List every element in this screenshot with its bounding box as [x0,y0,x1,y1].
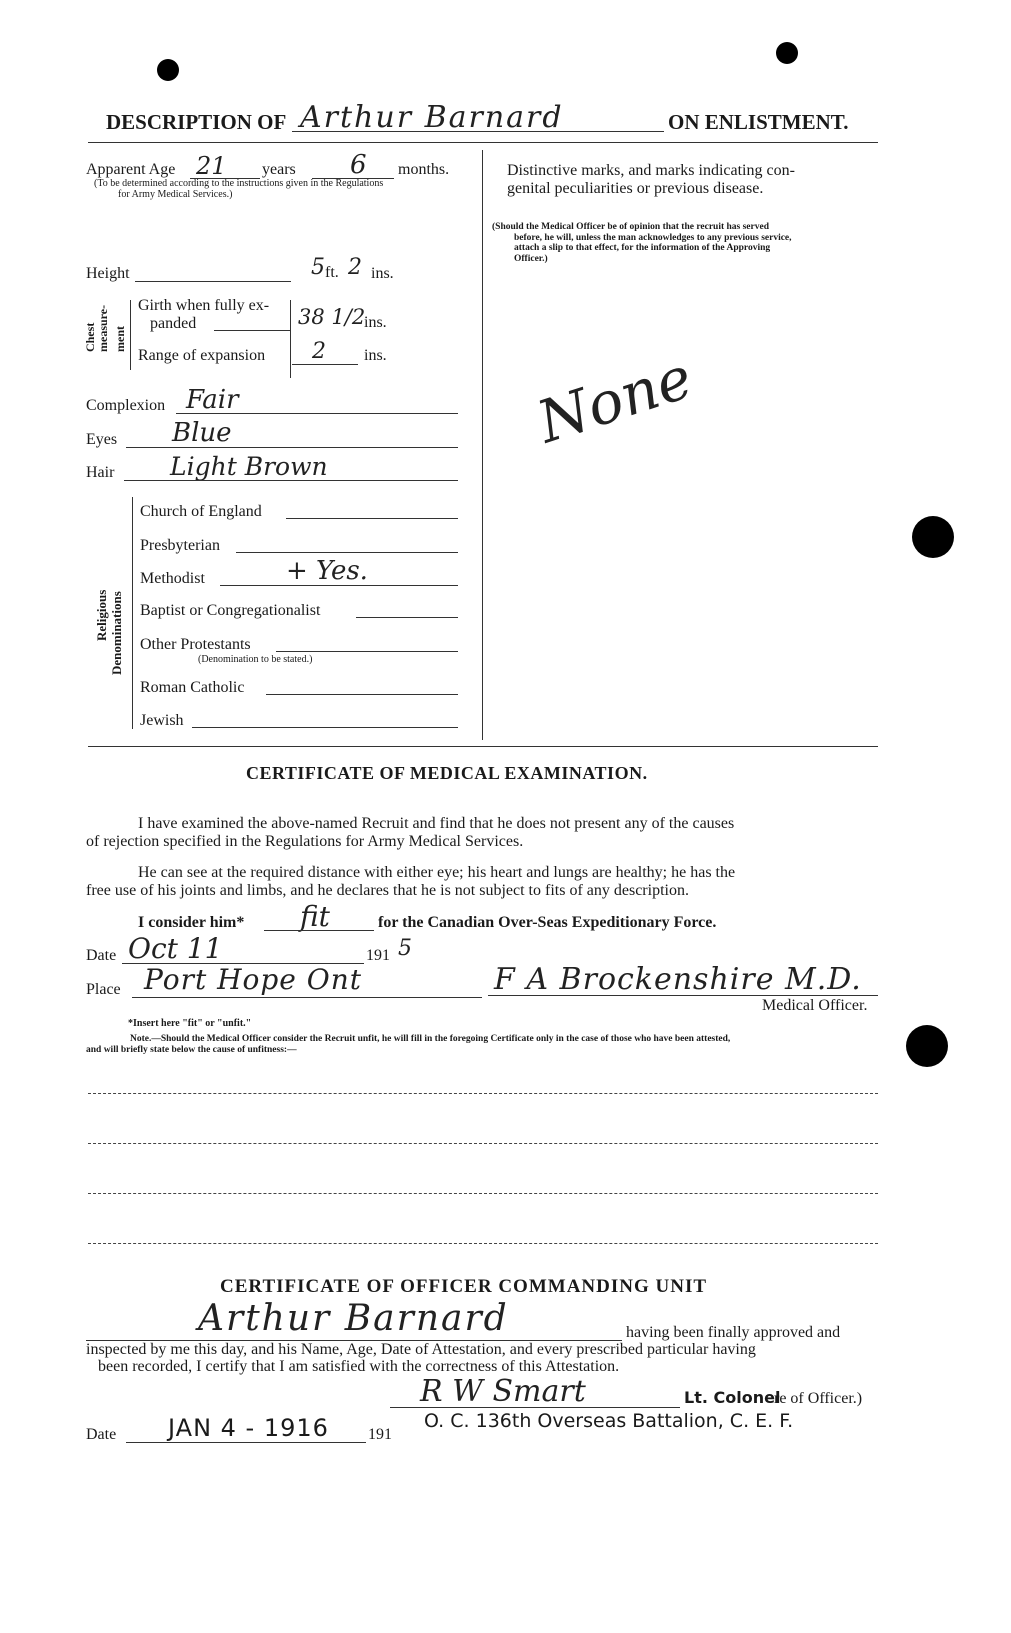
range-label: Range of expansion [138,347,266,364]
complexion-label: Complexion [86,397,166,414]
range-value: 2 [312,339,326,364]
consider-value: fit [300,900,330,933]
methodist-mark: + Yes. [286,556,368,586]
ft-label: ft. [325,264,339,281]
height-ft: 5 [311,255,325,280]
commanding-date-label: Date [86,1426,117,1443]
on-enlistment-label: ON ENLISTMENT. [668,110,849,134]
age-note: (To be determined according to the instructions given in the Regulations for Army Medical Services.) [94,178,384,200]
commanding-rank-stamp: Lt. Colonel [684,1388,781,1407]
chest-measurement-label-2: ment [113,326,127,352]
height-label: Height [86,265,130,282]
medical-officer-signature: F A Brockenshire M.D. [494,962,862,997]
religion-other-protestants: Other Protestants [140,636,251,653]
medical-year-prefix: 191 [366,947,390,964]
hair-value: Light Brown [170,452,328,481]
unfit-note: Note.—Should the Medical Officer consider the Recruit unfit, he will fill in the foregoing Certificate only in the case of those who have been attested, and will briefly state below the cause of unfitness:— [86,1034,731,1055]
medical-date-value: Oct 11 [128,932,223,965]
consider-label: I consider him* [138,914,245,931]
religion-baptist: Baptist or Congregationalist [140,602,321,619]
chest-measurement-label: Chest measure- [83,304,110,352]
consider-tail: for the Canadian Over-Seas Expeditionary Force. [378,914,717,931]
medical-year-value: 5 [398,936,412,961]
distinctive-marks-label: Distinctive marks, and marks indicating con- genital peculiarities or previous disease. [507,162,795,197]
range-ins-label: ins. [364,347,387,364]
ins-label: ins. [371,265,394,282]
religion-roman-catholic: Roman Catholic [140,679,245,696]
religion-presbyterian: Presbyterian [140,537,220,554]
commanding-unit-stamp: O. C. 136th Overseas Battalion, C. E. F. [424,1410,794,1432]
apparent-age-label: Apparent Age [86,161,176,178]
years-label: years [262,161,296,178]
unfitness-line[interactable] [88,1193,878,1194]
religion-methodist: Methodist [140,570,205,587]
commanding-para-line-2: inspected by me this day, and his Name, Age, Date of Attestation, and every prescribed particular having [86,1341,756,1358]
eyes-value: Blue [172,418,232,448]
commanding-officer-signature: R W Smart [420,1374,586,1409]
recruit-name: Arthur Barnard [300,100,564,135]
binder-hole [776,42,798,64]
medical-date-label: Date [86,947,117,964]
binder-hole [906,1025,948,1067]
medical-place-value: Port Hope Ont [144,963,363,996]
medical-paragraph-1: I have examined the above-named Recruit and find that he does not present any of the causes of rejection specified in the Regulations for Army Medical Services. [86,815,735,850]
girth-value: 38 1/2 [298,305,366,329]
description-of-label: DESCRIPTION OF [106,110,287,134]
age-months: 6 [350,150,367,180]
medical-paragraph-2: He can see at the required distance with either eye; his heart and lungs are healthy; he has the free use of his joints and limbs, and he declares that he is not subject to fits of any description. [86,864,736,899]
binder-hole [912,516,954,558]
commanding-para-line-3: been recorded, I certify that I am satisfied with the correctness of this Attestation. [98,1358,620,1375]
unfitness-line[interactable] [88,1093,878,1094]
distinctive-marks-value: None [529,343,701,457]
hair-label: Hair [86,464,115,481]
medical-place-label: Place [86,981,121,998]
binder-hole [157,59,179,81]
medical-certificate-title: CERTIFICATE OF MEDICAL EXAMINATION. [246,763,648,783]
complexion-value: Fair [186,385,239,415]
medical-officer-label: Medical Officer. [762,997,868,1014]
girth-label: Girth when fully ex- panded [138,297,270,332]
medical-officer-note: (Should the Medical Officer be of opinion that the recruit has served before, he will, unless the man acknowledges to any previous service, attach a slip to that effect, for the information of the Approving Officer.) [492,222,792,264]
eyes-label: Eyes [86,431,118,448]
commanding-signature-label: re of Officer.) [774,1390,863,1407]
unfitness-line[interactable] [88,1243,878,1244]
commanding-year-prefix: 191 [368,1426,392,1443]
unfitness-line[interactable] [88,1143,878,1144]
commanding-certificate-title: CERTIFICATE OF OFFICER COMMANDING UNIT [220,1276,708,1297]
religion-church-of-england: Church of England [140,503,262,520]
denomination-note: (Denomination to be stated.) [198,654,313,665]
religious-denominations-label: Religious Denominations [94,589,124,675]
commanding-para-line-1: having been finally approved and [626,1324,841,1341]
commanding-recruit-name: Arthur Barnard [198,1298,509,1339]
months-label: months. [398,161,450,178]
religion-jewish: Jewish [140,712,184,729]
height-ins: 2 [348,255,362,280]
insert-note: *Insert here "fit" or "unfit." [128,1018,252,1029]
girth-ins-label: ins. [364,314,387,331]
age-years: 21 [196,152,227,180]
commanding-date-stamp: JAN 4 - 1916 [168,1414,329,1442]
